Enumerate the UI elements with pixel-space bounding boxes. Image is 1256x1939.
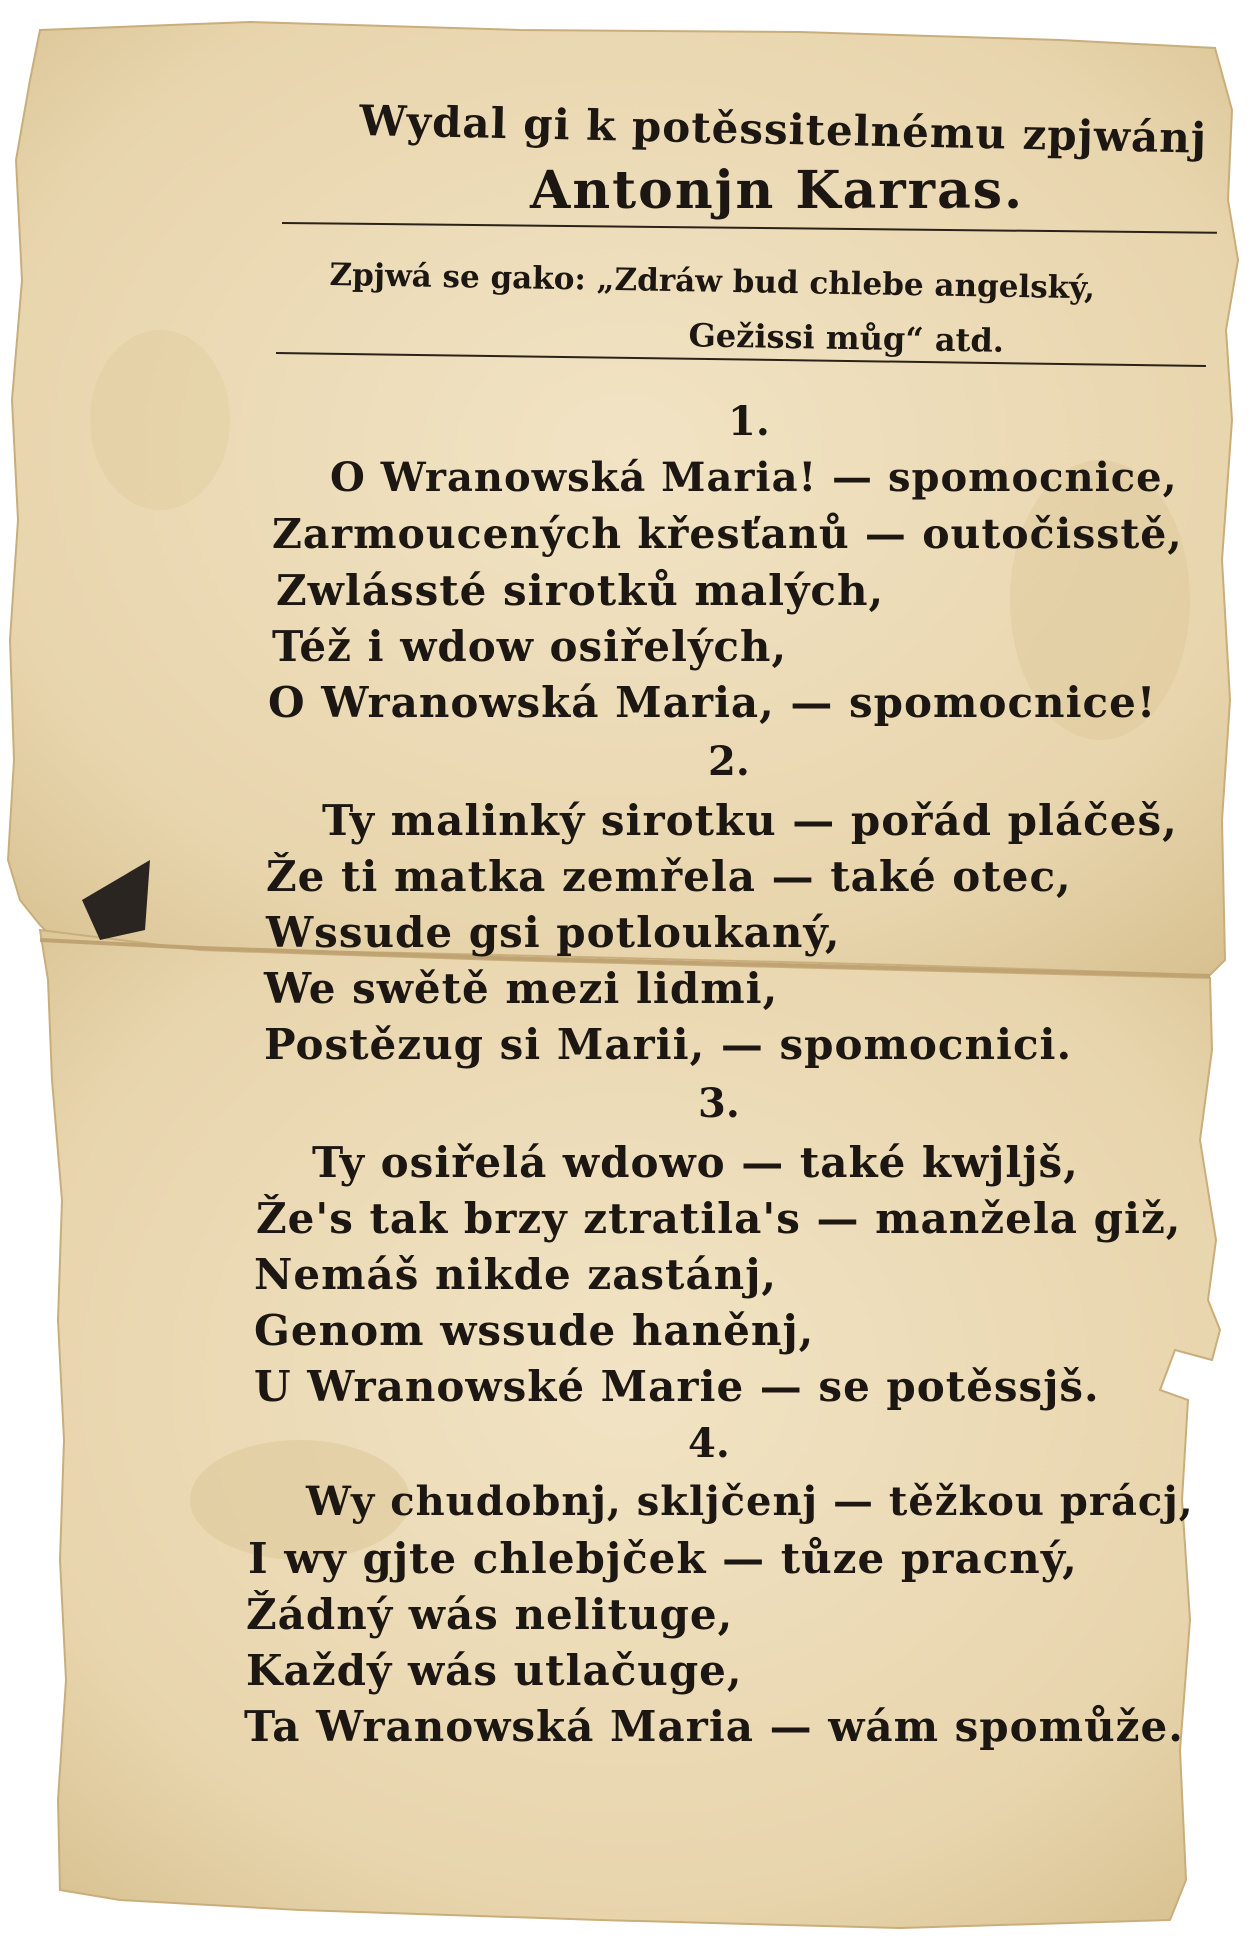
author-name: Antonjn Karras. — [530, 160, 1025, 221]
verse-number: 4. — [688, 1420, 730, 1467]
verse-line: Nemáš nikde zastánj, — [254, 1250, 778, 1299]
tune-note — [328, 248, 1210, 371]
verse-line: Ty malinký sirotku — pořád pláčeš, — [322, 796, 1178, 845]
verse-line: Postězug si Marii, — spomocnici. — [264, 1020, 1073, 1069]
verse-line: We swětě mezi lidmi, — [264, 964, 779, 1013]
top-rule — [282, 222, 1217, 234]
verse-line: Wssude gsi potloukaný, — [266, 908, 841, 957]
verse-number: 1. — [728, 398, 770, 445]
verse-line: O Wranowská Maria, — spomocnice! — [268, 678, 1157, 727]
verse-line: Též i wdow osiřelých, — [272, 622, 788, 671]
verse-line: Ty osiřelá wdowo — také kwjljš, — [312, 1138, 1079, 1187]
tune-line-2: Gežissi můg“ atd. — [688, 316, 1005, 360]
verse-line: Že's tak brzy ztratila's — manžela giž, — [256, 1194, 1182, 1243]
verse-line: U Wranowské Marie — se potěssjš. — [254, 1362, 1100, 1411]
verse-line: Wy chudobnj, skljčenj — těžkou prácj, — [306, 1478, 1194, 1525]
verse-line: Zarmoucených křesťanů — outočisstě, — [272, 510, 1183, 558]
publisher-line: Wydal gi k potěssitelnému zpjwánj — [358, 96, 1208, 163]
verse-number: 2. — [708, 738, 750, 785]
verse-line: I wy gjte chlebjček — tůze pracný, — [248, 1534, 1078, 1583]
verse-line: Každý wás utlačuge, — [246, 1646, 743, 1695]
verse-line: Žádný wás nelituge, — [246, 1590, 734, 1639]
verse-line: Že ti matka zemřela — také otec, — [266, 852, 1072, 901]
verse-line: Zwlássté sirotků malých, — [276, 566, 885, 615]
tune-line-1: Zpjwá se gako: „Zdráw bud chlebe angelský, — [329, 256, 1096, 307]
verse-line: O Wranowská Maria! — spomocnice, — [330, 454, 1178, 501]
verse-line: Ta Wranowská Maria — wám spomůže. — [244, 1702, 1184, 1751]
verse-line: Genom wssude haněnj, — [254, 1306, 815, 1355]
verse-number: 3. — [698, 1080, 740, 1127]
